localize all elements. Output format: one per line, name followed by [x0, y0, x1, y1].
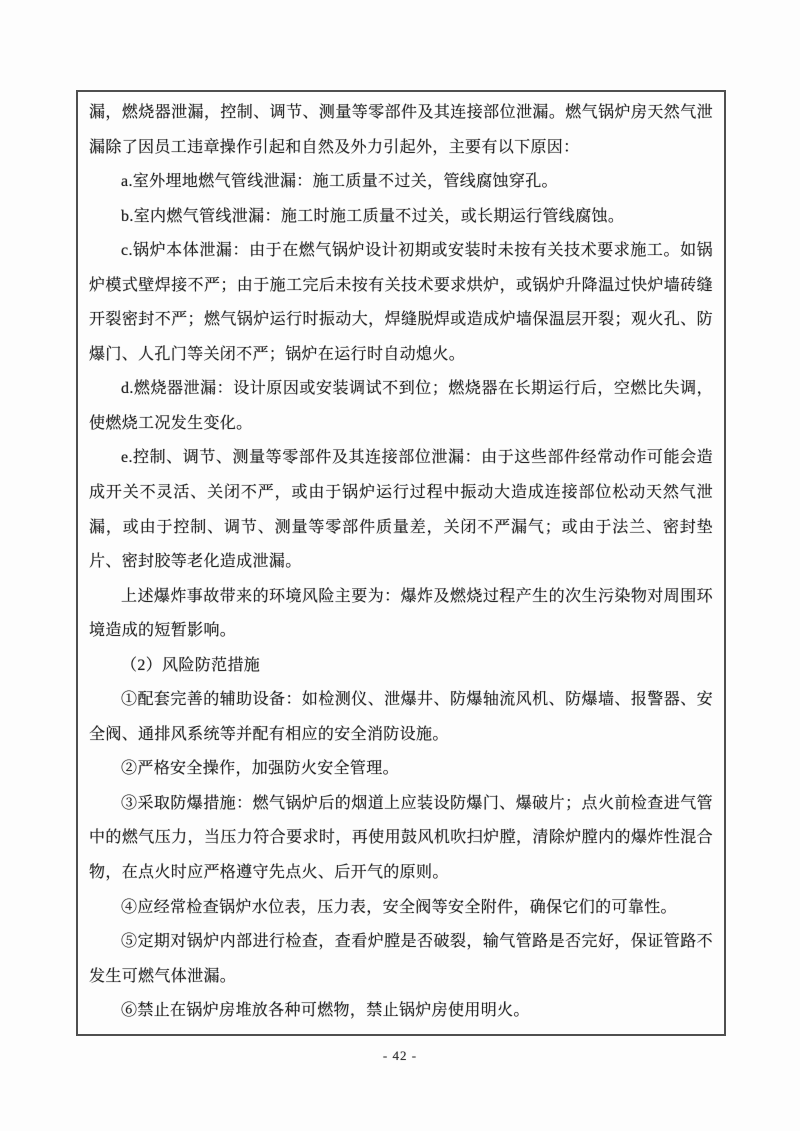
paragraph-cause-d: d.燃烧器泄漏：设计原因或安装调试不到位；燃烧器在长期运行后，空燃比失调，使燃烧工况发生变化。 [89, 380, 713, 432]
paragraph-cause-e: e.控制、调节、测量等零部件及其连接部位泄漏：由于这些部件经常动作可能会造成开关不灵活、关闭不严，或由于锅炉运行过程中振动大造成连接部位松动天然气泄漏，或由于控制、调节、测量等零部件质量差，关闭不严漏气；或由于法兰、密封垫片、密封胶等老化造成泄漏。 [89, 449, 713, 571]
paragraph-measure-4: ④应经常检查锅炉水位表，压力表，安全阀等安全附件，确保它们的可靠性。 [121, 898, 677, 916]
paragraph-risk-summary: 上述爆炸事故带来的环境风险主要为：爆炸及燃烧过程产生的次生污染物对周围环境造成的短暂影响。 [89, 587, 713, 640]
paragraph-measure-1: ①配套完善的辅助设备：如检测仪、泄爆井、防爆轴流风机、防爆墙、报警器、安全阀、通排风系统等并配有相应的安全消防设施。 [89, 691, 713, 743]
content-border-box [76, 90, 726, 1036]
paragraph-measure-2: ②严格安全操作，加强防火安全管理。 [121, 760, 399, 778]
paragraph-measure-3: ③采取防爆措施：燃气锅炉后的烟道上应装设防爆门、爆破片；点火前检查进气管中的燃气压力，当压力符合要求时，再使用鼓风机吹扫炉膛，清除炉膛内的爆炸性混合物，在点火时应严格遵守先点火、后开气的原则。 [89, 794, 713, 882]
paragraph-cause-b: b.室内燃气管线泄漏：施工时施工质量不过关，或长期运行管线腐蚀。 [121, 207, 625, 225]
section-heading-risk-prevention: （2）风险防范措施 [121, 656, 261, 674]
paragraph-cause-c: c.锅炉本体泄漏：由于在燃气锅炉设计初期或安装时未按有关技术要求施工。如锅炉模式壁焊接不严；由于施工完后未按有关技术要求烘炉，或锅炉升降温过快炉墙砖缝开裂密封不严；燃气锅炉运行时振动大，焊缝脱焊或造成炉墙保温层开裂；观火孔、防爆门、人孔门等关闭不严；锅炉在运行时自动熄火。 [89, 242, 713, 363]
paragraph-continuation: 漏，燃烧器泄漏，控制、调节、测量等零部件及其连接部位泄漏。燃气锅炉房天然气泄漏除了因员工违章操作引起和自然及外力引起外，主要有以下原因： [89, 104, 713, 156]
paragraph-cause-a: a.室外埋地燃气管线泄漏：施工质量不过关，管线腐蚀穿孔。 [121, 173, 558, 191]
paragraph-measure-5: ⑤定期对锅炉内部进行检查，查看炉膛是否破裂，输气管路是否完好，保证管路不发生可燃气体泄漏。 [89, 933, 713, 985]
page-number: - 42 - [382, 1048, 418, 1063]
paragraph-measure-6: ⑥禁止在锅炉房堆放各种可燃物，禁止锅炉房使用明火。 [121, 1002, 530, 1020]
